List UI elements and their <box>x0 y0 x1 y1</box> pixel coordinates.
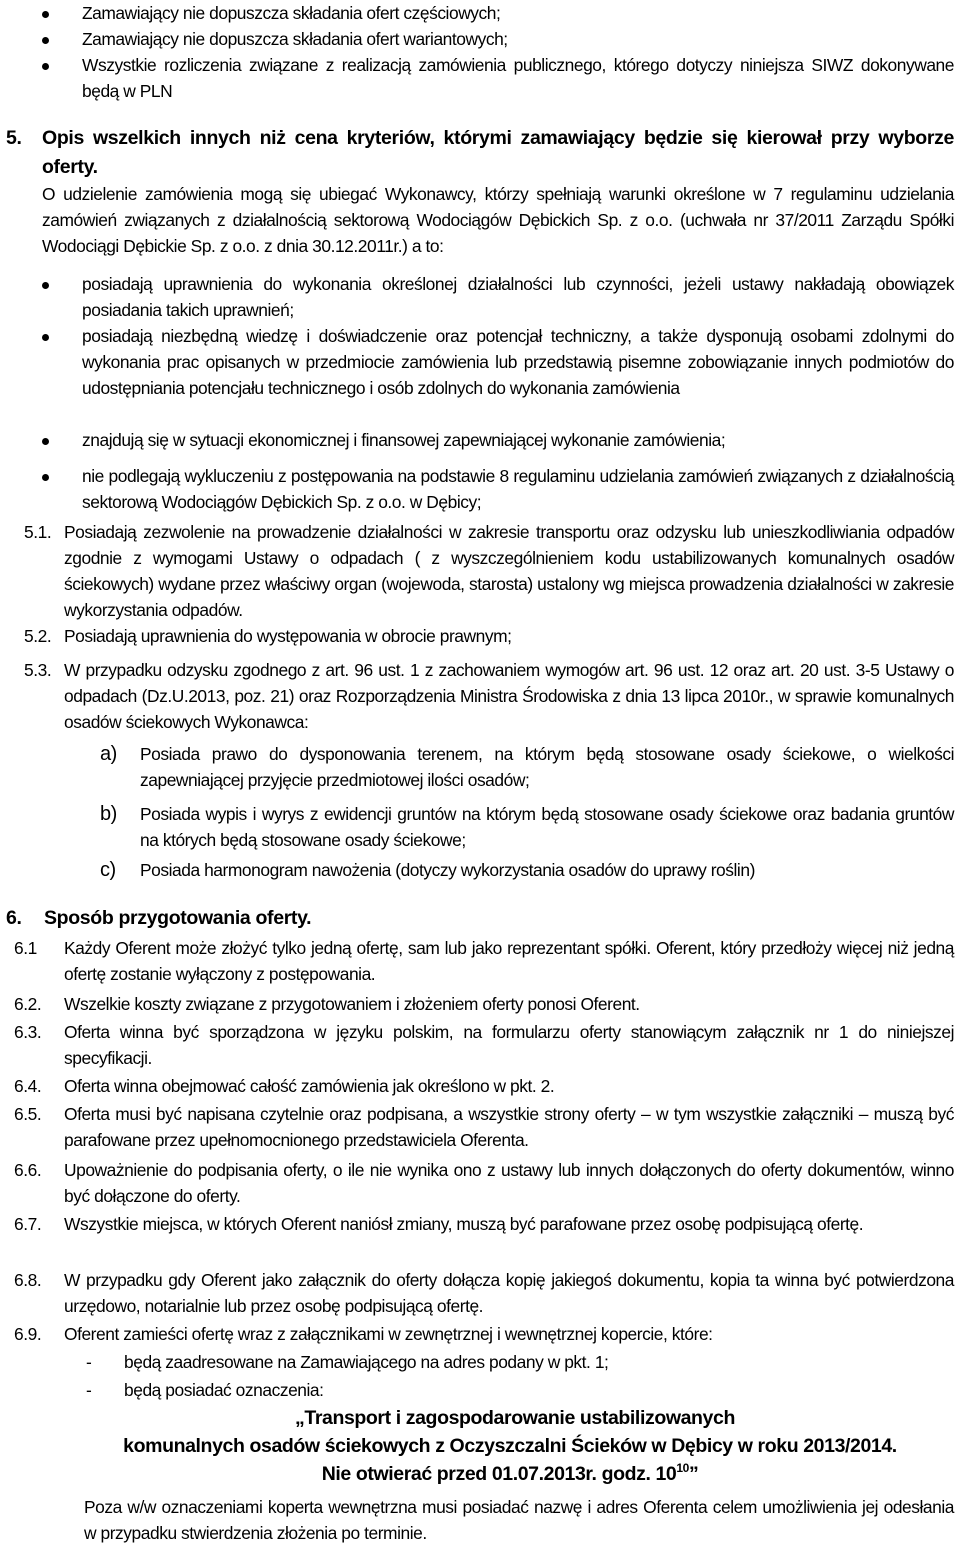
list-item <box>42 52 954 104</box>
subsection-number: 5.2. <box>24 626 52 646</box>
hour-superscript: 10 <box>676 1461 689 1475</box>
bullet-icon <box>42 37 49 44</box>
bullet-icon <box>42 282 49 289</box>
item-text: Oferta musi być napisana czytelnie oraz podpisana, a wszystkie strony oferty – w tym wszystkie załączniki – muszą być parafowane przez upełnomocnionego przedstawiciela Oferenta. <box>64 1104 954 1150</box>
section-heading: Sposób przygotowania oferty. <box>44 907 312 929</box>
subsection-number: 5.1. <box>24 522 52 542</box>
envelope-label-text: Nie otwierać przed 01.07.2013r. godz. 10 <box>321 1463 677 1485</box>
item-letter: c) <box>100 859 116 881</box>
lettered-item-text: Posiada prawo do dysponowania terenem, na którym będą stosowane osady ściekowe, o wielkości zapewniającej przyjęcie przedmiotowej ilości osadów; <box>140 744 954 790</box>
item-number: 6.9. <box>14 1324 42 1344</box>
list-item <box>42 271 954 323</box>
list-item-text: posiadają niezbędną wiedzę i doświadczenie oraz potencjał techniczny, a także dysponują osobami zdolnymi do wykonania prac opisanych w przedmiocie zamówienia lub przedstawią pisemne zobowiązanie innych podmiotów do udostępniania potencjału technicznego i osób zdolnych do wykonania zamówienia <box>82 326 954 398</box>
list-item-text: nie podlegają wykluczeniu z postępowania na podstawie 8 regulaminu udzielania zamówień związanych z działalnością sektorową Wodociągów Dębickich Sp. z o.o. w Dębicy; <box>82 466 954 512</box>
list-item <box>42 26 954 52</box>
item-text: Oferta winna być sporządzona w języku polskim, na formularzu oferty stanowiącym załącznik nr 1 do niniejszej specyfikacji. <box>64 1022 954 1068</box>
item-text: Oferta winna obejmować całość zamówienia jak określono w pkt. 2. <box>64 1076 555 1096</box>
item-text: W przypadku gdy Oferent jako załącznik do oferty dołącza kopię jakiegoś dokumentu, kopia ta winna być potwierdzona urzędowo, notarialnie lub przez osobę podpisującą ofertę. <box>64 1270 954 1316</box>
item-text: Każdy Oferent może złożyć tylko jedną ofertę, sam lub jako reprezentant spółki. Oferent, który przedłoży więcej niż jedną ofertę zostanie wyłączony z postępowania. <box>64 938 954 984</box>
item-number: 6.5. <box>14 1104 42 1124</box>
item-letter: a) <box>100 743 117 765</box>
item-number: 6.4. <box>14 1076 42 1096</box>
item-text: Wszystkie miejsca, w których Oferent naniósł zmiany, muszą być parafowane przez osobę podpisującą ofertę. <box>64 1214 864 1234</box>
bullet-icon <box>42 63 49 70</box>
envelope-label-line2: komunalnych osadów ściekowych z Oczyszczalni Ścieków w Dębicy w roku 2013/2014. <box>123 1435 897 1457</box>
item-number: 6.7. <box>14 1214 42 1234</box>
subsection-text: W przypadku odzysku zgodnego z art. 96 ust. 1 z zachowaniem wymogów art. 96 ust. 12 oraz art. 20 ust. 3-5 Ustawy o odpadach (Dz.U.2013, poz. 21) oraz Rozporządzenia Ministra Środowiska z dnia 13 lipca 2010r., w sprawie komunalnych osadów ściekowych Wykonawca: <box>64 660 954 732</box>
item-text: Wszelkie koszty związane z przygotowaniem i złożeniem oferty ponosi Oferent. <box>64 994 640 1014</box>
footer-paragraph: Poza w/w oznaczeniami koperta wewnętrzna musi posiadać nazwę i adres Oferenta celem umożliwienia jej odesłania w przypadku stwierdzenia złożenia po terminie. <box>84 1497 954 1543</box>
dash-item-text: będą posiadać oznaczenia: <box>124 1380 324 1400</box>
envelope-label-line3 <box>0 1460 960 1488</box>
subsection-text: Posiadają uprawnienia do występowania w obrocie prawnym; <box>64 626 512 646</box>
list-item <box>42 323 954 401</box>
bullet-icon <box>42 334 49 341</box>
dash-mark: - <box>86 1352 92 1372</box>
list-item-text: znajdują się w sytuacji ekonomicznej i finansowej zapewniającej wykonanie zamówienia; <box>82 430 726 450</box>
section-intro: O udzielenie zamówienia mogą się ubiegać Wykonawcy, którzy spełniają warunki określone w 7 regulaminu udzielania zamówień związanych z działalnością sektorową Wodociągów Dębickich Sp. z o.o. (uchwała nr 37/2011 Zarządu Spółki Wodociągi Dębickie Sp. z o.o. z dnia 30.12.2011r.) a to: <box>42 184 954 256</box>
bullet-icon <box>42 11 49 18</box>
item-text: Oferent zamieści ofertę wraz z załącznikami w zewnętrznej i wewnętrznej kopercie, które: <box>64 1324 713 1344</box>
bullet-icon <box>42 474 49 481</box>
subsection-number: 5.3. <box>24 660 52 680</box>
list-item-text: Zamawiający nie dopuszcza składania ofert częściowych; <box>82 3 501 23</box>
item-text: Upoważnienie do podpisania oferty, o ile nie wynika ono z ustawy lub innych dołączonych do oferty dokumentów, winno być dołączone do oferty. <box>64 1160 954 1206</box>
item-number: 6.3. <box>14 1022 42 1042</box>
envelope-label-line1: „Transport i zagospodarowanie ustabilizowanych <box>295 1407 735 1429</box>
list-item <box>42 427 954 453</box>
lettered-item-text: Posiada harmonogram nawożenia (dotyczy wykorzystania osadów do uprawy roślin) <box>140 860 755 880</box>
section-heading: Opis wszelkich innych niż cena kryteriów, którymi zamawiający będzie się kierował przy wyborze oferty. <box>42 127 954 178</box>
bullet-icon <box>42 438 49 445</box>
item-letter: b) <box>100 803 117 825</box>
lettered-item-text: Posiada wypis i wyrys z ewidencji gruntów na którym będą stosowane osady ściekowe oraz badania gruntów na których będą stosowane osady ściekowe; <box>140 804 954 850</box>
item-number: 6.6. <box>14 1160 42 1180</box>
list-item <box>42 463 954 515</box>
dash-item-text: będą zaadresowane na Zamawiającego na adres podany w pkt. 1; <box>124 1352 609 1372</box>
list-item-text: Wszystkie rozliczenia związane z realizacją zamówienia publicznego, którego dotyczy niniejsza SIWZ dokonywane będą w PLN <box>82 55 954 101</box>
item-number: 6.2. <box>14 994 42 1014</box>
list-item-text: Zamawiający nie dopuszcza składania ofert wariantowych; <box>82 29 508 49</box>
list-item-text: posiadają uprawnienia do wykonania określonej działalności lub czynności, jeżeli ustawy nakładają obowiązek posiadania takich uprawnień; <box>82 274 954 320</box>
item-number: 6.1 <box>14 938 37 958</box>
item-number: 6.8. <box>14 1270 42 1290</box>
subsection-text: Posiadają zezwolenie na prowadzenie działalności w zakresie transportu oraz odzysku lub unieszkodliwiania odpadów zgodnie z wymogami Ustawy o odpadach ( z wyszczególnieniem kodu ustabilizowanych komunalnych osadów ściekowych) wydane przez właściwy organ (wojewoda, starosta) ustalony wg miejsca prowadzenia działalności w zakresie wykorzystania odpadów. <box>64 522 954 620</box>
section-number: 6. <box>6 907 22 929</box>
section-number: 5. <box>6 127 22 149</box>
list-item <box>42 0 954 26</box>
closing-quote: ” <box>688 1463 699 1485</box>
dash-mark: - <box>86 1380 92 1400</box>
